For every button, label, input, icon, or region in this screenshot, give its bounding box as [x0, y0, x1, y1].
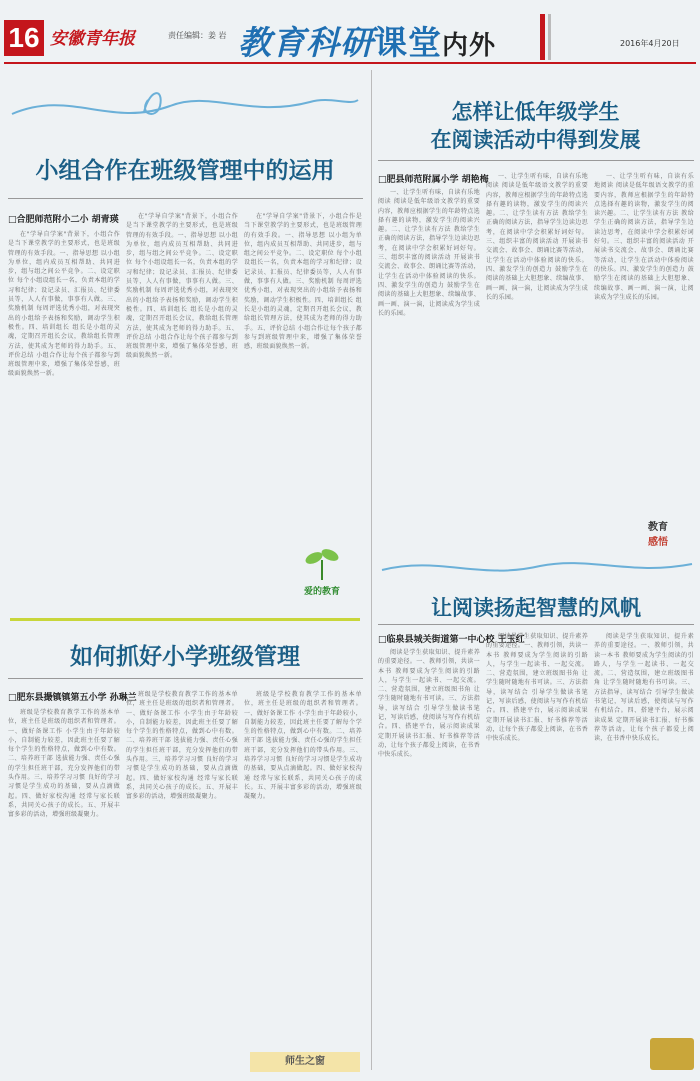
article-3-byline: □肥县师范附属小学 胡艳梅: [378, 175, 489, 185]
article-2-col-2: [126, 690, 238, 1070]
page-number: 16: [4, 20, 44, 56]
article-2-col-3: [244, 690, 362, 1050]
article-1-byline: □合肥师范附小二小 胡青瑛: [8, 215, 119, 225]
love-education-label: 爱的教育: [303, 587, 340, 597]
article-1-body: 在"学导自学案"背景下，小组合作是当下课堂教学的主要形式，也是班级管理的有效手段。一、指导思想 以小组为单位，组内成员互相帮助、共同进步，组与组之间公平竞争。二、设定职位 每个小组设组长一名，负责本组的学习和纪律；设记录员、汇报员、纪律委员等，人人有事做，事事有人做。三、奖励机制 每周评选优秀小组，对表现突出的小组给予表扬和奖励，调动学生积极性。四、培训组长 组长是小组的灵魂，定期召开组长会议，教给组长管理方法，使其成为老师的得力助手。五、评价总结 小组合作让每个孩子都参与到班级管理中来，增强了集体荣誉感，班级面貌焕然一新。: [8, 231, 120, 378]
section-title-main: 教育科研: [238, 23, 374, 62]
header-grey-bar: [548, 14, 551, 60]
article-3-col-3: [594, 172, 694, 512]
article-2-body: 班级是学校教育教学工作的基本单位，班主任是班级的组织者和管理者。一、做好备课工作 小学生由于年龄较小，自制能力较差，因此班主任要了解每个学生的性格特点，做到心中有数。二、培养班干部 选拔能力强、责任心强的学生担任班干部，充分发挥他们的带头作用。三、培养学习习惯 良好的学习习惯是学生成功的基础，要从点滴做起。四、做好家校沟通 经常与家长联系，共同关心孩子的成长。五、开展丰富多彩的活动，增强班级凝聚力。: [244, 691, 362, 801]
article-3-title-line-2: 在阅读活动中得到发展: [430, 127, 641, 152]
love-education-badge: [290, 546, 354, 606]
article-1-body: 在"学导自学案"背景下，小组合作是当下课堂教学的主要形式，也是班级管理的有效手段。一、指导思想 以小组为单位，组内成员互相帮助、共同进步，组与组之间公平竞争。二、设定职位 每个小组设组长一名，负责本组的学习和纪律；设记录员、汇报员、纪律委员等，人人有事做，事事有人做。三、奖励机制 每周评选优秀小组，对表现突出的小组给予表扬和奖励，调动学生积极性。四、培训组长 组长是小组的灵魂，定期召开组长会议，教给组长管理方法，使其成为老师的得力助手。五、评价总结 小组合作让每个孩子都参与到班级管理中来，增强了集体荣誉感，班级面貌焕然一新。: [244, 213, 362, 351]
education-insight-badge: [648, 518, 692, 550]
badge-word-2: 感悟: [648, 537, 668, 548]
badge-word-1: 教育: [648, 522, 668, 533]
article-2-body: 班级是学校教育教学工作的基本单位，班主任是班级的组织者和管理者。一、做好备课工作 小学生由于年龄较小，自制能力较差，因此班主任要了解每个学生的性格特点，做到心中有数。二、培养班干部 选拔能力强、责任心强的学生担任班干部，充分发挥他们的带头作用。三、培养学习习惯 良好的学习习惯是学生成功的基础，要从点滴做起。四、做好家校沟通 经常与家长联系，共同关心孩子的成长。五、开展丰富多彩的活动，增强班级凝聚力。: [8, 709, 120, 819]
article-3-body: 一、让学生听有味，自读有乐地阅读 阅读是低年级语文教学的重要内容，教师应根据学生的年龄特点选择有趣的读物，激发学生的阅读兴趣。二、让学生读有方法 教给学生正确的阅读方法，指导学生边读边思考，在阅读中学会积累好词好句。三、组织丰富的阅读活动 开展读书交流会、故事会、朗诵比赛等活动，让学生在活动中体验阅读的快乐。四、激发学生的创造力 鼓励学生在阅读的基础上大胆想象、续编故事、画一画、演一演，让阅读成为学生成长的乐园。: [486, 173, 588, 301]
article-1-col-2: [126, 212, 238, 610]
article-3-rule: [378, 160, 694, 161]
article-2-title: 如何抓好小学班级管理: [70, 643, 300, 670]
article-3-col-1: [378, 188, 480, 550]
article-4-col-2: [486, 632, 588, 1070]
article-4-body: 阅读是学生获取知识、提升素养的重要途径。一、教师引领，共读一本书 教师要成为学生阅读的引路人，与学生一起读书、一起交流。二、营造氛围，建立班级图书角 让学生随时随地有书可读。三、方法指导，读写结合 引导学生做读书笔记，写读后感，使阅读与写作有机结合。四、搭建平台，展示阅读成果 定期开展读书汇报、好书推荐等活动，让每个孩子都爱上阅读，在书香中快乐成长。: [594, 633, 694, 743]
article-4-byline: □临泉县城关街道第一中心校 王玉红: [378, 635, 525, 645]
article-4-title: 让阅读扬起智慧的风帆: [431, 595, 641, 620]
section-title-sub: 课堂: [374, 23, 442, 62]
article-1-col-1: [8, 230, 120, 610]
section-title-sub2: 内外: [442, 31, 497, 61]
article-4-body: 阅读是学生获取知识、提升素养的重要途径。一、教师引领，共读一本书 教师要成为学生阅读的引路人，与学生一起读书、一起交流。二、营造氛围，建立班级图书角 让学生随时随地有书可读。三、方法指导，读写结合 引导学生做读书笔记，写读后感，使阅读与写作有机结合。四、搭建平台，展示阅读成果 定期开展读书汇报、好书推荐等活动，让每个孩子都爱上阅读，在书香中快乐成长。: [486, 633, 588, 743]
editor-credit: 责任编辑：姜 岩: [168, 31, 227, 40]
article-2-body: 班级是学校教育教学工作的基本单位，班主任是班级的组织者和管理者。一、做好备课工作 小学生由于年龄较小，自制能力较差，因此班主任要了解每个学生的性格特点，做到心中有数。二、培养班干部 选拔能力强、责任心强的学生担任班干部，充分发挥他们的带头作用。三、培养学习习惯 良好的学习习惯是学生成功的基础，要从点滴做起。四、做好家校沟通 经常与家长联系，共同关心孩子的成长。五、开展丰富多彩的活动，增强班级凝聚力。: [126, 691, 238, 801]
section-title: [238, 17, 496, 64]
newspaper-name: 安徽青年报: [50, 29, 135, 49]
article-3-body: 一、让学生听有味，自读有乐地阅读 阅读是低年级语文教学的重要内容，教师应根据学生的年龄特点选择有趣的读物，激发学生的阅读兴趣。二、让学生读有方法 教给学生正确的阅读方法，指导学生边读边思考，在阅读中学会积累好词好句。三、组织丰富的阅读活动 开展读书交流会、故事会、朗诵比赛等活动，让学生在活动中体验阅读的快乐。四、激发学生的创造力 鼓励学生在阅读的基础上大胆想象、续编故事、画一画、演一演，让阅读成为学生成长的乐园。: [378, 189, 480, 317]
header-rule: [4, 62, 696, 64]
column-divider: [371, 70, 372, 1070]
article-2-col-1: [8, 708, 120, 1070]
footer-label: 师生之窗: [250, 1052, 360, 1072]
wave-ornament-icon: [10, 84, 360, 128]
article-2-rule: [8, 678, 363, 679]
article-4-rule: [378, 624, 694, 625]
article-4-body: 阅读是学生获取知识、提升素养的重要途径。一、教师引领，共读一本书 教师要成为学生阅读的引路人，与学生一起读书、一起交流。二、营造氛围，建立班级图书角 让学生随时随地有书可读。三、方法指导，读写结合 引导学生做读书笔记，写读后感，使阅读与写作有机结合。四、搭建平台，展示阅读成果 定期开展读书汇报、好书推荐等活动，让每个孩子都爱上阅读，在书香中快乐成长。: [378, 649, 480, 759]
article-3-title-line-1: 怎样让低年级学生: [451, 99, 620, 124]
sprout-icon: [302, 546, 342, 580]
article-2-byline: □肥东县撮镇镇第五小学 孙琳兰: [8, 693, 137, 703]
article-4-col-1: [378, 648, 480, 1070]
corner-decoration: [650, 1038, 694, 1070]
header-red-bar: [540, 14, 545, 60]
article-1-body: 在"学导自学案"背景下，小组合作是当下课堂教学的主要形式，也是班级管理的有效手段。一、指导思想 以小组为单位，组内成员互相帮助、共同进步，组与组之间公平竞争。二、设定职位 每个小组设组长一名，负责本组的学习和纪律；设记录员、汇报员、纪律委员等，人人有事做，事事有人做。三、奖励机制 每周评选优秀小组，对表现突出的小组给予表扬和奖励，调动学生积极性。四、培训组长 组长是小组的灵魂，定期召开组长会议，教给组长管理方法，使其成为老师的得力助手。五、评价总结 小组合作让每个孩子都参与到班级管理中来，增强了集体荣誉感，班级面貌焕然一新。: [126, 213, 238, 360]
wave-ornament-icon: [380, 552, 695, 582]
article-3-title: [378, 98, 693, 154]
article-1-rule: [8, 198, 363, 199]
article-1-title: 小组合作在班级管理中的运用: [35, 157, 335, 184]
article-4-col-3: [594, 632, 694, 1032]
issue-date: 2016年4月20日: [620, 39, 680, 48]
article-3-col-2: [486, 172, 588, 550]
article-divider-green: [10, 618, 360, 621]
article-1-col-3: [244, 212, 362, 542]
article-3-body: 一、让学生听有味，自读有乐地阅读 阅读是低年级语文教学的重要内容，教师应根据学生的年龄特点选择有趣的读物，激发学生的阅读兴趣。二、让学生读有方法 教给学生正确的阅读方法，指导学生边读边思考，在阅读中学会积累好词好句。三、组织丰富的阅读活动 开展读书交流会、故事会、朗诵比赛等活动，让学生在活动中体验阅读的快乐。四、激发学生的创造力 鼓励学生在阅读的基础上大胆想象、续编故事、画一画、演一演，让阅读成为学生成长的乐园。: [594, 173, 694, 301]
